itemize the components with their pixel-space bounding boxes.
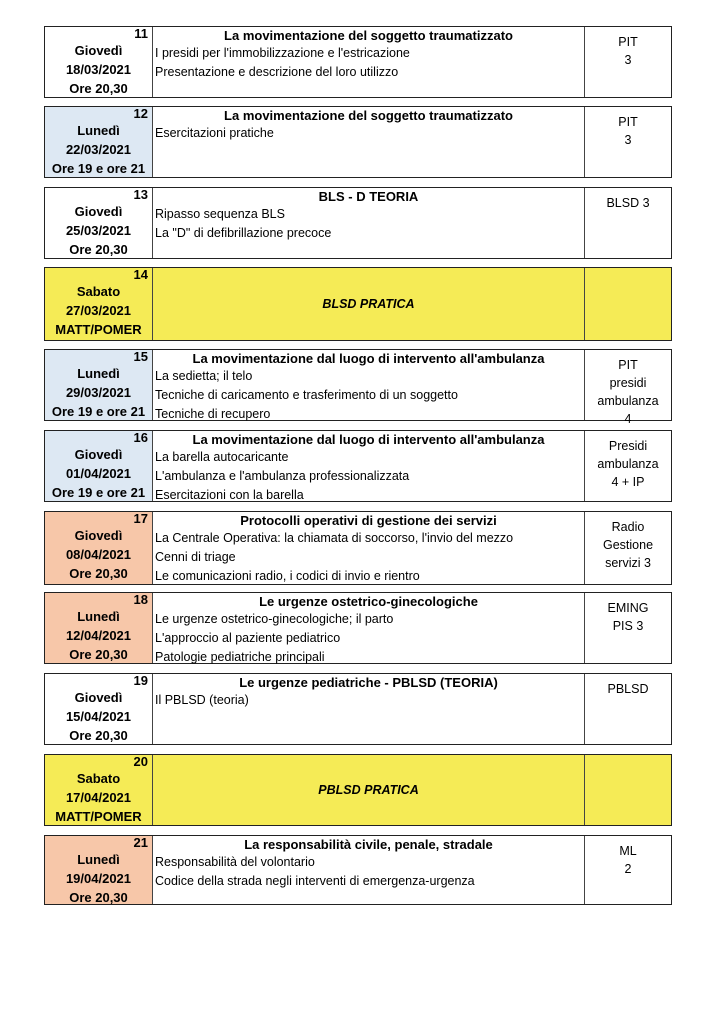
lesson-row bbox=[44, 106, 672, 178]
lesson-number: 19 bbox=[133, 673, 148, 688]
lesson-row bbox=[44, 430, 672, 502]
lesson-date-cell bbox=[45, 350, 153, 420]
lesson-time: MATT/POMER bbox=[55, 809, 142, 824]
lesson-title: BLS - D TEORIA bbox=[318, 189, 419, 204]
lesson-time: Ore 20,30 bbox=[69, 728, 128, 743]
lesson-day: Giovedì bbox=[74, 690, 123, 705]
lesson-content-cell bbox=[153, 188, 585, 258]
lesson-number: 21 bbox=[133, 835, 148, 850]
teacher-line: ambulanza bbox=[597, 457, 659, 471]
lesson-teacher-cell bbox=[585, 188, 671, 258]
lesson-row bbox=[44, 267, 672, 341]
lesson-title: Le urgenze pediatriche - PBLSD (TEORIA) bbox=[239, 675, 498, 690]
lesson-content-cell bbox=[153, 593, 585, 663]
lesson-content-cell bbox=[153, 836, 585, 904]
lesson-topic: Responsabilità del volontario bbox=[155, 855, 315, 869]
lesson-teacher-cell bbox=[585, 593, 671, 663]
lesson-row bbox=[44, 511, 672, 585]
lesson-time: Ore 20,30 bbox=[69, 647, 128, 662]
lesson-topic: La sedietta; il telo bbox=[155, 369, 253, 383]
lesson-time: MATT/POMER bbox=[55, 322, 142, 337]
lesson-date-cell bbox=[45, 674, 153, 744]
teacher-line: presidi bbox=[609, 376, 647, 390]
lesson-day: Lunedì bbox=[77, 366, 120, 381]
lesson-topic: Tecniche di recupero bbox=[155, 407, 271, 421]
teacher-line: 4 bbox=[624, 412, 632, 426]
lesson-row bbox=[44, 26, 672, 98]
lesson-content-cell bbox=[153, 674, 585, 744]
teacher-line: 4 + IP bbox=[611, 475, 645, 489]
lesson-date-cell bbox=[45, 836, 153, 904]
teacher-line: PIT bbox=[618, 35, 638, 49]
lesson-day: Giovedì bbox=[74, 43, 123, 58]
lesson-date: 22/03/2021 bbox=[65, 142, 132, 157]
lesson-topic: Le comunicazioni radio, i codici di invio e rientro bbox=[155, 569, 420, 583]
lesson-title: Protocolli operativi di gestione dei servizi bbox=[240, 513, 497, 528]
lesson-row bbox=[44, 187, 672, 259]
lesson-date-cell bbox=[45, 107, 153, 177]
lesson-day: Sabato bbox=[76, 284, 121, 299]
lesson-title: BLSD PRATICA bbox=[322, 297, 415, 311]
lesson-content-cell bbox=[153, 27, 585, 97]
lesson-number: 15 bbox=[133, 349, 148, 364]
lesson-date: 27/03/2021 bbox=[65, 303, 132, 318]
lesson-topic: Ripasso sequenza BLS bbox=[155, 207, 285, 221]
lesson-topic: La Centrale Operativa: la chiamata di soccorso, l'invio del mezzo bbox=[155, 531, 514, 545]
lesson-topic: Esercitazioni con la barella bbox=[155, 488, 304, 502]
lesson-day: Giovedì bbox=[74, 447, 123, 462]
lesson-date: 18/03/2021 bbox=[65, 62, 132, 77]
lesson-date-cell bbox=[45, 268, 153, 340]
lesson-topic: Tecniche di caricamento e trasferimento di un soggetto bbox=[155, 388, 458, 402]
lesson-topic: La barella autocaricante bbox=[155, 450, 289, 464]
lesson-date-cell bbox=[45, 27, 153, 97]
lesson-title: La responsabilità civile, penale, stradale bbox=[244, 837, 493, 852]
lesson-topic: Il PBLSD (teoria) bbox=[155, 693, 249, 707]
lesson-topic: I presidi per l'immobilizzazione e l'estricazione bbox=[155, 46, 410, 60]
teacher-line: 3 bbox=[624, 53, 632, 67]
lesson-teacher-cell bbox=[585, 107, 671, 177]
teacher-line: ambulanza bbox=[597, 394, 659, 408]
lesson-number: 13 bbox=[133, 187, 148, 202]
lesson-date: 08/04/2021 bbox=[65, 547, 132, 562]
lesson-teacher-cell bbox=[585, 836, 671, 904]
teacher-line: PBLSD bbox=[607, 682, 649, 696]
lesson-row bbox=[44, 349, 672, 426]
lesson-day: Sabato bbox=[76, 771, 121, 786]
lesson-date: 01/04/2021 bbox=[65, 466, 132, 481]
lesson-teacher-cell bbox=[585, 268, 671, 340]
lesson-content-cell bbox=[153, 431, 585, 501]
lesson-number: 18 bbox=[133, 592, 148, 607]
lesson-content-cell bbox=[153, 512, 585, 584]
lesson-day: Lunedì bbox=[77, 609, 120, 624]
teacher-line: PIT bbox=[618, 115, 638, 129]
lesson-topic: L'approccio al paziente pediatrico bbox=[155, 631, 341, 645]
teacher-line: servizi 3 bbox=[605, 556, 651, 570]
lesson-time: Ore 20,30 bbox=[69, 81, 128, 96]
lesson-row bbox=[44, 673, 672, 745]
lesson-time: Ore 20,30 bbox=[69, 566, 128, 581]
teacher-line: 3 bbox=[624, 133, 632, 147]
teacher-line: Radio Gestione bbox=[602, 520, 654, 552]
lesson-teacher-cell bbox=[585, 512, 671, 584]
lesson-day: Giovedì bbox=[74, 204, 123, 219]
lesson-day: Giovedì bbox=[74, 528, 123, 543]
lesson-content-cell bbox=[153, 350, 585, 420]
lesson-time: Ore 19 e ore 21 bbox=[51, 485, 146, 500]
lesson-day: Lunedì bbox=[77, 852, 120, 867]
teacher-line: 2 bbox=[624, 862, 632, 876]
teacher-line: ML bbox=[619, 844, 637, 858]
lesson-title: La movimentazione dal luogo di intervento all'ambulanza bbox=[192, 351, 545, 366]
teacher-line: PIS 3 bbox=[612, 619, 644, 633]
lesson-row bbox=[44, 592, 672, 664]
lesson-teacher-cell bbox=[585, 350, 671, 426]
lesson-row bbox=[44, 835, 672, 905]
lesson-content-cell bbox=[153, 755, 585, 825]
lesson-topic: Le urgenze ostetrico-ginecologiche; il parto bbox=[155, 612, 394, 626]
lesson-topic: Patologie pediatriche principali bbox=[155, 650, 325, 664]
lesson-number: 16 bbox=[133, 430, 148, 445]
lesson-topic: La "D" di defibrillazione precoce bbox=[155, 226, 332, 240]
lesson-title: Le urgenze ostetrico-ginecologiche bbox=[259, 594, 478, 609]
lesson-date-cell bbox=[45, 755, 153, 825]
lesson-date: 19/04/2021 bbox=[65, 871, 132, 886]
lesson-time: Ore 19 e ore 21 bbox=[51, 404, 146, 419]
lesson-date-cell bbox=[45, 188, 153, 258]
lesson-number: 17 bbox=[133, 511, 148, 526]
teacher-line: Presidi bbox=[608, 439, 648, 453]
lesson-number: 14 bbox=[133, 267, 148, 282]
lesson-teacher-cell bbox=[585, 27, 671, 97]
lesson-time: Ore 20,30 bbox=[69, 242, 128, 257]
lesson-date-cell bbox=[45, 431, 153, 501]
lesson-time: Ore 19 e ore 21 bbox=[51, 161, 146, 176]
lesson-title: La movimentazione dal luogo di intervento all'ambulanza bbox=[192, 432, 545, 447]
lesson-date-cell bbox=[45, 512, 153, 584]
teacher-line: EMING bbox=[607, 601, 649, 615]
lesson-content-cell bbox=[153, 107, 585, 177]
teacher-line: BLSD 3 bbox=[606, 196, 650, 210]
lesson-date: 15/04/2021 bbox=[65, 709, 132, 724]
lesson-date: 17/04/2021 bbox=[65, 790, 132, 805]
lesson-title: La movimentazione del soggetto traumatizzato bbox=[224, 108, 513, 123]
lesson-time: Ore 20,30 bbox=[69, 890, 128, 905]
lesson-topic: Codice della strada negli interventi di emergenza-urgenza bbox=[155, 874, 475, 888]
lesson-date: 29/03/2021 bbox=[65, 385, 132, 400]
lesson-number: 11 bbox=[134, 26, 148, 41]
lesson-content-cell bbox=[153, 268, 585, 340]
lesson-teacher-cell bbox=[585, 431, 671, 501]
lesson-teacher-cell bbox=[585, 674, 671, 744]
lesson-topic: Cenni di triage bbox=[155, 550, 236, 564]
lesson-teacher-cell bbox=[585, 755, 671, 825]
lesson-title: La movimentazione del soggetto traumatizzato bbox=[224, 28, 513, 43]
teacher-line: PIT bbox=[618, 358, 638, 372]
lesson-date-cell bbox=[45, 593, 153, 663]
lesson-date: 25/03/2021 bbox=[65, 223, 132, 238]
lesson-title: PBLSD PRATICA bbox=[318, 783, 419, 797]
lesson-row bbox=[44, 754, 672, 826]
lesson-number: 12 bbox=[133, 106, 148, 121]
lesson-day: Lunedì bbox=[77, 123, 120, 138]
lesson-topic: L'ambulanza e l'ambulanza professionalizzata bbox=[155, 469, 410, 483]
lesson-number: 20 bbox=[133, 754, 148, 769]
lesson-topic: Esercitazioni pratiche bbox=[155, 126, 274, 140]
lesson-date: 12/04/2021 bbox=[65, 628, 132, 643]
lesson-topic: Presentazione e descrizione del loro utilizzo bbox=[155, 65, 399, 79]
